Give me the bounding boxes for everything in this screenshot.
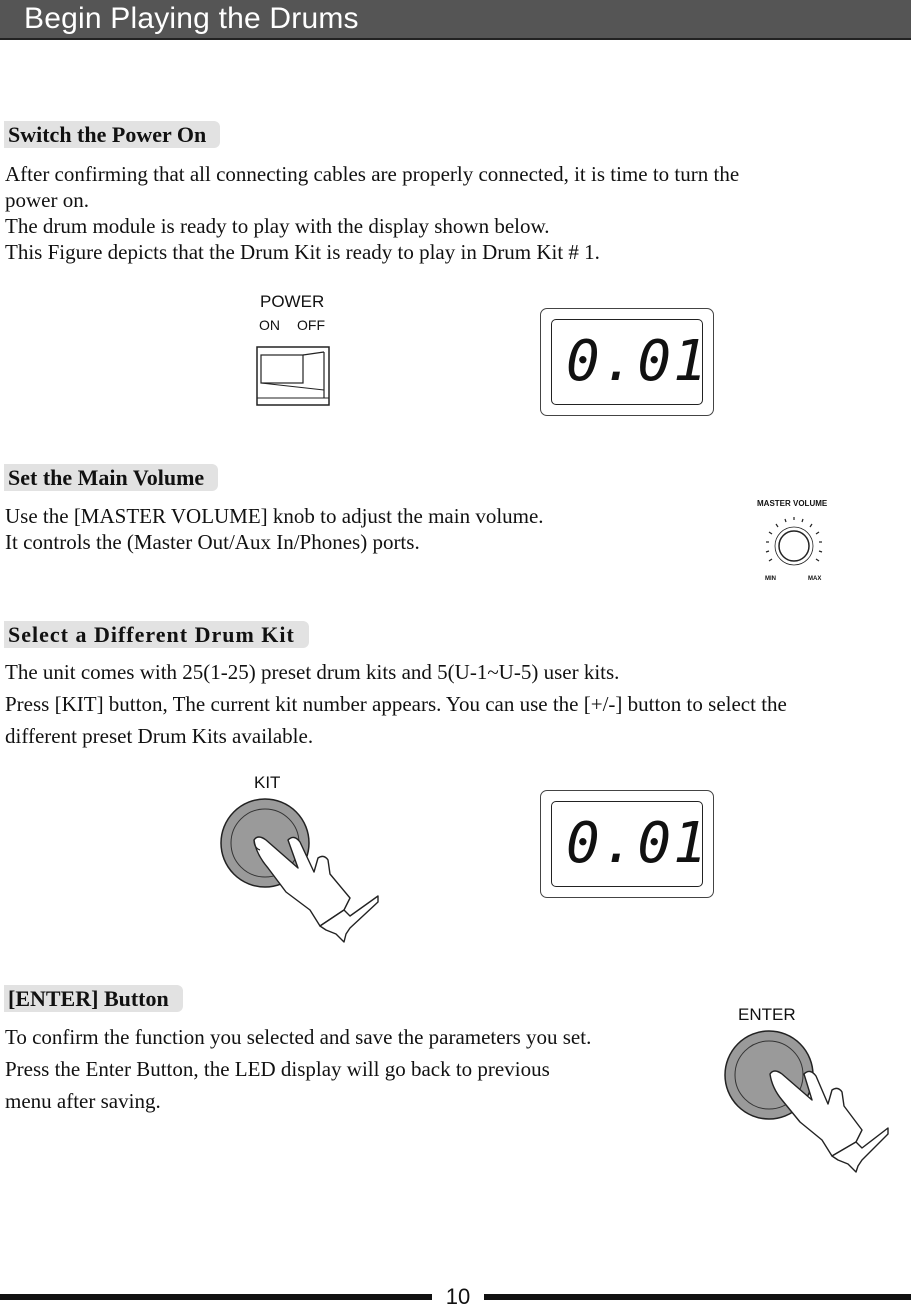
volume-text-line: Use the [MASTER VOLUME] knob to adjust the main volume.: [5, 504, 544, 528]
led-display-value: 0.01: [566, 811, 709, 876]
kit-button[interactable]: [218, 798, 388, 944]
pressing-hand-icon: [770, 1071, 888, 1172]
led-display: [540, 308, 714, 416]
master-volume-label: MASTER VOLUME: [757, 499, 828, 508]
enter-section-text: [5, 1021, 591, 1117]
footer-line-left: [0, 1294, 432, 1300]
kit-text-line: Press [KIT] button, The current kit number appears. You can use the [+/-] button to select the: [5, 692, 787, 716]
kit-text-line: The unit comes with 25(1-25) preset drum kits and 5(U-1~U-5) user kits.: [5, 660, 620, 684]
power-text-line: After confirming that all connecting cables are properly connected, it is time to turn the: [5, 162, 740, 186]
power-text-line: This Figure depicts that the Drum Kit is ready to play in Drum Kit # 1.: [5, 240, 600, 264]
volume-section-text: [5, 503, 544, 555]
footer-line-right: [484, 1294, 911, 1300]
enter-text-line: Press the Enter Button, the LED display will go back to previous: [5, 1057, 550, 1081]
power-switch[interactable]: [256, 346, 332, 408]
led-display: [540, 790, 714, 898]
power-off-label: OFF: [297, 317, 325, 333]
power-section-heading: Switch the Power On: [4, 121, 220, 148]
volume-max-label: MAX: [808, 576, 822, 582]
power-on-label: ON: [259, 317, 280, 333]
pressing-hand-icon: [254, 837, 378, 942]
enter-button-label: ENTER: [738, 1005, 796, 1024]
volume-section-heading: Set the Main Volume: [4, 464, 218, 491]
kit-section-heading: Select a Different Drum Kit: [4, 621, 309, 648]
power-text-line: The drum module is ready to play with the display shown below.: [5, 214, 550, 238]
page-number: 10: [440, 1284, 476, 1310]
enter-button[interactable]: [722, 1030, 894, 1176]
page-header: [0, 0, 911, 40]
enter-text-line: To confirm the function you selected and save the parameters you set.: [5, 1025, 592, 1049]
volume-text-line: It controls the (Master Out/Aux In/Phones) ports.: [5, 530, 420, 554]
power-text-line: power on.: [5, 188, 89, 212]
led-display-value: 0.01: [566, 329, 709, 394]
power-section-text: [5, 161, 739, 265]
page-title: Begin Playing the Drums: [24, 2, 359, 35]
enter-section-heading: [ENTER] Button: [4, 985, 183, 1012]
enter-text-line: menu after saving.: [5, 1089, 161, 1113]
kit-text-line: different preset Drum Kits available.: [5, 724, 314, 748]
volume-min-label: MIN: [765, 576, 776, 582]
master-volume-knob[interactable]: [755, 510, 835, 578]
power-label: POWER: [260, 292, 325, 311]
kit-section-text: [5, 656, 787, 752]
kit-button-label: KIT: [254, 773, 281, 792]
